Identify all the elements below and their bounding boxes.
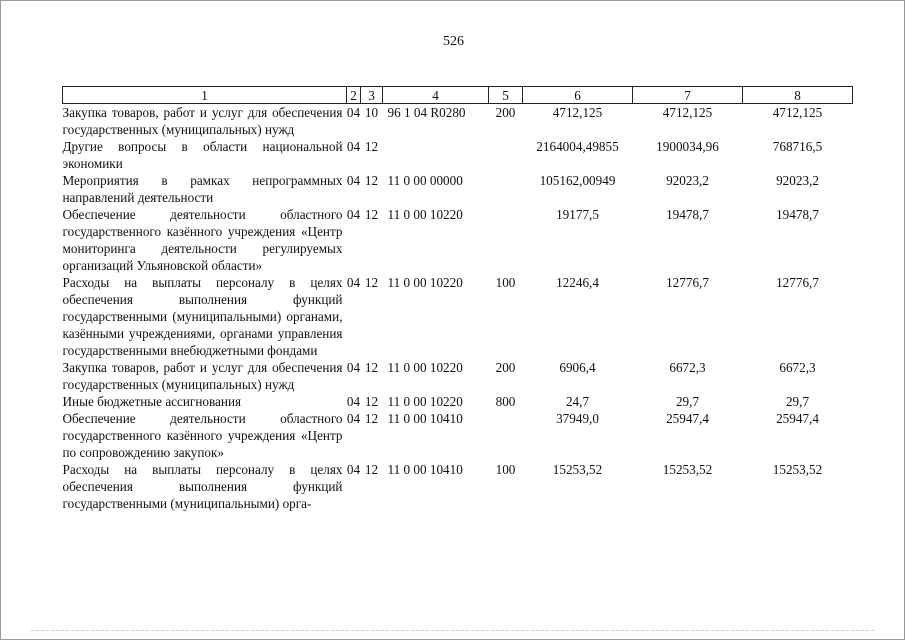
item-name-cell: Закупка товаров, работ и услуг для обеспечения государственных (муниципальных) нужд: [62, 360, 343, 392]
target-article-cell: 11 0 00 00000: [387, 173, 463, 188]
amount-col6-cell: 19177,5: [556, 207, 599, 222]
table-body: [63, 104, 853, 513]
header-cell-4: 4: [383, 87, 489, 104]
amount-col6-cell: 12246,4: [556, 275, 599, 290]
section-code-cell: 04: [346, 139, 361, 154]
header-cell-7: 7: [633, 87, 743, 104]
table-row: [63, 393, 853, 410]
subsection-code-cell: 12: [364, 139, 379, 154]
amount-col6-cell: 105162,00949: [539, 173, 616, 188]
section-code-cell: 04: [346, 360, 361, 375]
item-name-cell: Другие вопросы в области национальной экономики: [62, 139, 343, 171]
target-article-cell: 11 0 00 10220: [387, 360, 463, 375]
amount-col8-cell: 15253,52: [772, 462, 823, 477]
subsection-code-cell: 12: [364, 207, 379, 222]
section-code-cell: 04: [346, 394, 361, 409]
table-row: [63, 138, 853, 172]
section-code-cell: 04: [346, 411, 361, 426]
expense-type-cell: 200: [495, 105, 516, 120]
page-bottom-rule: [31, 630, 874, 631]
amount-col7-cell: 15253,52: [662, 462, 713, 477]
expense-type-cell: [489, 172, 523, 206]
item-name-cell: Обеспечение деятельности областного государственного казённого учреждения «Центр по сопровождению закупок»: [62, 411, 343, 460]
amount-col8-cell: 29,7: [785, 394, 810, 409]
target-article-cell: 96 1 04 R0280: [387, 105, 466, 120]
subsection-code-cell: 12: [364, 394, 379, 409]
amount-col6-cell: 2164004,49855: [536, 139, 619, 154]
header-cell-3: 3: [361, 87, 383, 104]
header-cell-6: 6: [523, 87, 633, 104]
item-name-cell: Закупка товаров, работ и услуг для обеспечения государственных (муниципальных) нужд: [62, 105, 343, 137]
expense-type-cell: [489, 138, 523, 172]
item-name-cell: Иные бюджетные ассигнования: [62, 394, 242, 409]
target-article-cell: 11 0 00 10220: [387, 207, 463, 222]
item-name-cell: Расходы на выплаты персоналу в целях обеспечения выполнения функций государственными (муниципальными) орга-: [62, 462, 343, 511]
expense-type-cell: 100: [495, 462, 516, 477]
amount-col8-cell: 19478,7: [776, 207, 819, 222]
section-code-cell: 04: [346, 105, 361, 120]
expense-type-cell: 100: [495, 275, 516, 290]
target-article-cell: 11 0 00 10410: [387, 462, 463, 477]
amount-col6-cell: 6906,4: [559, 360, 596, 375]
subsection-code-cell: 10: [364, 105, 379, 120]
amount-col7-cell: 6672,3: [669, 360, 706, 375]
header-cell-2: 2: [347, 87, 361, 104]
header-cell-1: 1: [63, 87, 347, 104]
header-cell-5: 5: [489, 87, 523, 104]
item-name-cell: Мероприятия в рамках непрограммных направлений деятельности: [62, 173, 343, 205]
expense-type-cell: [489, 206, 523, 274]
amount-col6-cell: 37949,0: [556, 411, 599, 426]
amount-col6-cell: 24,7: [565, 394, 590, 409]
budget-table: [62, 86, 853, 512]
header-row: [63, 87, 853, 104]
amount-col6-cell: 4712,125: [552, 105, 603, 120]
subsection-code-cell: 12: [364, 275, 379, 290]
target-article-cell: 11 0 00 10220: [387, 275, 463, 290]
item-name-cell: Расходы на выплаты персоналу в целях обеспечения выполнения функций государственными (муниципальными) органами, казёнными учреждениями, органами управления государственными внебюджетными фондами: [62, 275, 343, 358]
expense-type-cell: 800: [495, 394, 516, 409]
amount-col7-cell: 29,7: [675, 394, 700, 409]
section-code-cell: 04: [346, 207, 361, 222]
section-code-cell: 04: [346, 462, 361, 477]
subsection-code-cell: 12: [364, 360, 379, 375]
target-article-cell: 11 0 00 10220: [387, 394, 463, 409]
amount-col8-cell: 92023,2: [776, 173, 819, 188]
amount-col8-cell: 768716,5: [772, 139, 823, 154]
amount-col8-cell: 6672,3: [779, 360, 816, 375]
target-article-cell: [383, 138, 489, 172]
amount-col7-cell: 4712,125: [662, 105, 713, 120]
table-row: [63, 104, 853, 139]
expense-type-cell: 200: [495, 360, 516, 375]
subsection-code-cell: 12: [364, 462, 379, 477]
amount-col7-cell: 19478,7: [666, 207, 709, 222]
expense-type-cell: [489, 410, 523, 461]
amount-col8-cell: 12776,7: [776, 275, 819, 290]
item-name-cell: Обеспечение деятельности областного государственного казённого учреждения «Центр мониторинга деятельности регулируемых организаций Ульяновской области»: [62, 207, 343, 273]
table-row: [63, 410, 853, 461]
header-cell-8: 8: [743, 87, 853, 104]
amount-col8-cell: 25947,4: [776, 411, 819, 426]
page-number: 526: [443, 34, 464, 49]
amount-col7-cell: 25947,4: [666, 411, 709, 426]
table-row: [63, 359, 853, 393]
amount-col7-cell: 92023,2: [666, 173, 709, 188]
subsection-code-cell: 12: [364, 173, 379, 188]
section-code-cell: 04: [346, 275, 361, 290]
amount-col8-cell: 4712,125: [772, 105, 823, 120]
table-row: [63, 206, 853, 274]
amount-col6-cell: 15253,52: [552, 462, 603, 477]
table-row: [63, 274, 853, 359]
target-article-cell: 11 0 00 10410: [387, 411, 463, 426]
table-row: [63, 461, 853, 512]
amount-col7-cell: 1900034,96: [656, 139, 719, 154]
section-code-cell: 04: [346, 173, 361, 188]
amount-col7-cell: 12776,7: [666, 275, 709, 290]
table-row: [63, 172, 853, 206]
subsection-code-cell: 12: [364, 411, 379, 426]
